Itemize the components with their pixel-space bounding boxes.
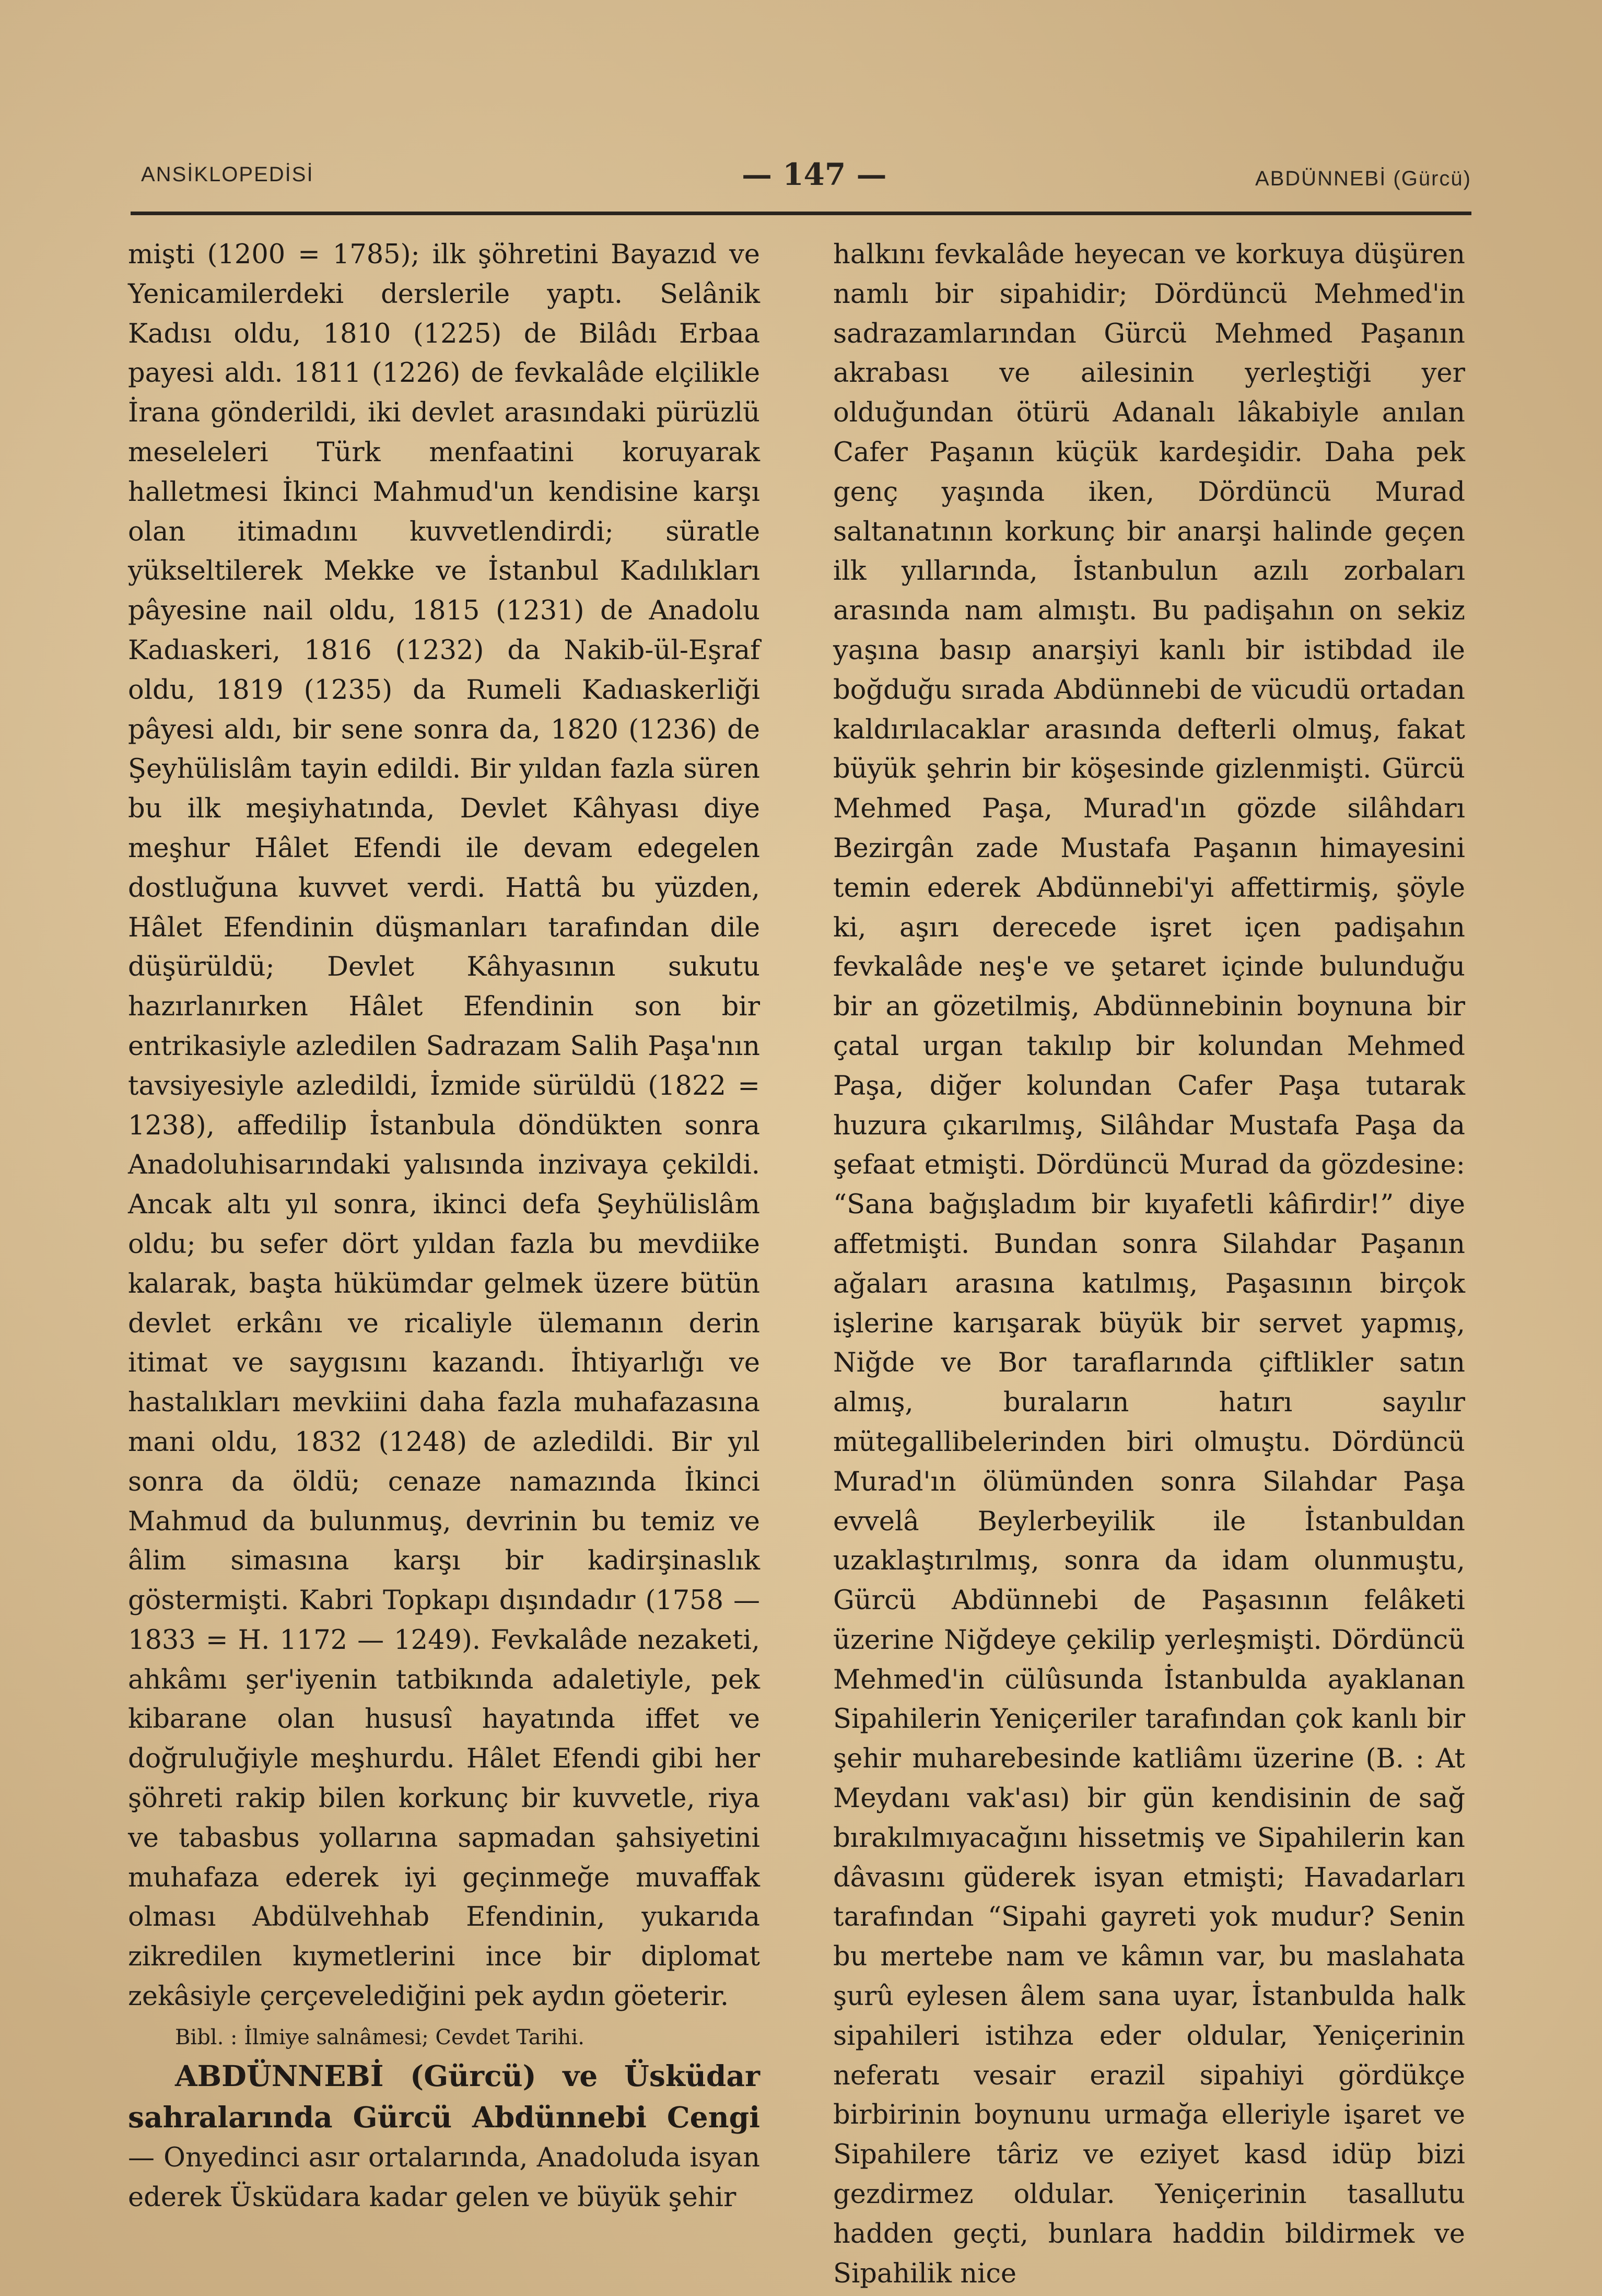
page-number: — 147 — bbox=[742, 157, 887, 192]
right-column-paragraph: halkını fevkalâde heyecan ve korkuya düşüren namlı bir sipahidir; Dördüncü Mehmed'in sadrazamlarından Gürcü Mehmed Paşanın akrabası ve ailesinin yerleştiği yer olduğundan ötürü Adanalı lâkabiyle anılan Cafer Paşanın küçük kardeşidir. Daha pek genç yaşında iken, Dördüncü Murad saltanatının korkunç bir anarşi halinde geçen ilk yıllarında, İstanbulun azılı zorbaları arasında nam almıştı. Bu padişahın on sekiz yaşına basıp anarşiyi kanlı bir istibdad ile boğduğu sırada Abdünnebi de vücudü ortadan kaldırılacaklar arasında defterli olmuş, fakat büyük şehrin bir köşesinde gizlenmişti. Gürcü Mehmed Paşa, Murad'ın gözde silâhdarı Bezirgân zade Mustafa Paşanın himayesini temin ederek Abdünnebi'yi affettirmiş, şöyle ki, aşırı derecede işret içen padişahın fevkalâde neş'e ve şetaret içinde bulunduğu bir an gözetilmiş, Abdünnebinin boynuna bir çatal urgan takılıp bir kolundan Mehmed Paşa, diğer kolundan Cafer Paşa tutarak huzura çıkarılmış, Silâhdar Mustafa Paşa da şefaat etmişti. Dördüncü Murad da gözdesine: “Sana bağışladım bir kıyafetli kâfirdir!” diye affetmişti. Bundan sonra Silahdar Paşanın ağaları arasına katılmış, Paşasının birçok işlerine karışarak büyük bir servet yapmış, Niğde ve Bor taraflarında çiftlikler satın almış, buraların hatırı sayılır mütegallibelerinden biri olmuştu. Dördüncü Murad'ın ölümünden sonra Silahdar Paşa evvelâ Beylerbeyilik ile İstanbuldan uzaklaştırılmış, sonra da idam olunmuştu, Gürcü Abdünnebi de Paşasının felâketi üzerine Niğdeye çekilip yerleşmişti. Dördüncü Mehmed'in cülûsunda İstanbulda ayaklanan Sipahilerin Yeniçeriler tarafından çok kanlı bir şehir muharebesinde katliâmı üzerine (B. : At Meydanı vak'ası) bir gün kendisinin de sağ bırakılmıyacağını hissetmiş ve Sipahilerin kan dâvasını güderek isyan etmişti; Havadarları tarafından “Sipahi gayreti yok mudur? Senin bu mertebe nam ve kâmın var, bu maslahata şurû eylesen âlem sana uyar, İstanbulda halk sipahileri istihza eder oldular, Yeniçerinin neferatı vesair erazil sipahiyi gördükçe birbirinin boynunu urmağa elleriyle işaret ve Sipahilere târiz ve eziyet kasd idüp bizi gezdirmez oldular. Yeniçerinin tasallutu hadden geçti, bunlara haddin bildirmek ve Sipahilik nice bbox=[833, 239, 1465, 2289]
left-column bbox=[128, 235, 760, 2218]
entry-title: ABDÜNNEBİ (Gürcü) ve Üsküdar sahralarında Gürcü Abdünnebi Cengi bbox=[128, 2058, 760, 2134]
entry-body: — Onyedinci asır ortalarında, Anadoluda isyan ederek Üsküdara kadar gelen ve büyük şehir bbox=[128, 2142, 760, 2213]
header-rule bbox=[131, 212, 1471, 215]
running-header-right: ABDÜNNEBİ (Gürcü) bbox=[1255, 167, 1471, 190]
entry-abdunnebi bbox=[128, 2056, 760, 2218]
left-column-paragraph: mişti (1200 = 1785); ilk şöhretini Bayazıd ve Yenicamilerdeki derslerile yaptı. Selânik Kadısı oldu, 1810 (1225) de Bilâdı Erbaa payesi aldı. 1811 (1226) de fevkalâde elçilikle İrana gönderildi, iki devlet arasındaki pürüzlü meseleleri Türk menfaatini koruyarak halletmesi İkinci Mahmud'un kendisine karşı olan itimadını kuvvetlendirdi; süratle yükseltilerek Mekke ve İstanbul Kadılıkları pâyesine nail oldu, 1815 (1231) de Anadolu Kadıaskeri, 1816 (1232) da Nakib-ül-Eşraf oldu, 1819 (1235) da Rumeli Kadıaskerliği pâyesi aldı, bir sene sonra da, 1820 (1236) de Şeyhülislâm tayin edildi. Bir yıldan fazla süren bu ilk meşiyhatında, Devlet Kâhyası diye meşhur Hâlet Efendi ile devam edegelen dostluğuna kuvvet verdi. Hattâ bu yüzden, Hâlet Efendinin düşmanları tarafından dile düşürüldü; Devlet Kâhyasının sukutu hazırlanırken Hâlet Efendinin son bir entrikasiyle azledilen Sadrazam Salih Paşa'nın tavsiyesiyle azledildi, İzmide sürüldü (1822 = 1238), affedilip İstanbula döndükten sonra Anadoluhisarındaki yalısında inzivaya çekildi. Ancak altı yıl sonra, ikinci defa Şeyhülislâm oldu; bu sefer dört yıldan fazla bu mevdiike kalarak, başta hükümdar gelmek üzere bütün devlet erkânı ve ricaliyle ülemanın derin itimat ve saygısını kazandı. İhtiyarlığı ve hastalıkları mevkiini daha fazla muhafazasına mani oldu, 1832 (1248) de azledildi. Bir yıl sonra da öldü; cenaze namazında İkinci Mahmud da bulunmuş, devrinin bu temiz ve âlim simasına karşı bir kadirşinaslık göstermişti. Kabri Topkapı dışındadır (1758 — 1833 = H. 1172 — 1249). Fevkalâde nezaketi, ahkâmı şer'iyenin tatbikında adaletiyle, pek kibarane olan hususî hayatında iffet ve doğruluğiyle meşhurdu. Hâlet Efendi gibi her şöhreti rakip bilen korkunç bir kuvvetle, riya ve tabasbus yollarına sapmadan şahsiyetini muhafaza ederek iyi geçinmeğe muvaffak olması Abdülvehhab Efendinin, yukarıda zikredilen kıymetlerini ince bir diplomat zekâsiyle çerçevelediğini pek aydın göeterir. bbox=[128, 239, 760, 2012]
right-column bbox=[833, 235, 1465, 2293]
running-header-left: ANSİKLOPEDİSİ bbox=[141, 163, 314, 186]
bibliography-note: Bibl. : İlmiye salnâmesi; Cevdet Tarihi. bbox=[175, 2025, 584, 2049]
